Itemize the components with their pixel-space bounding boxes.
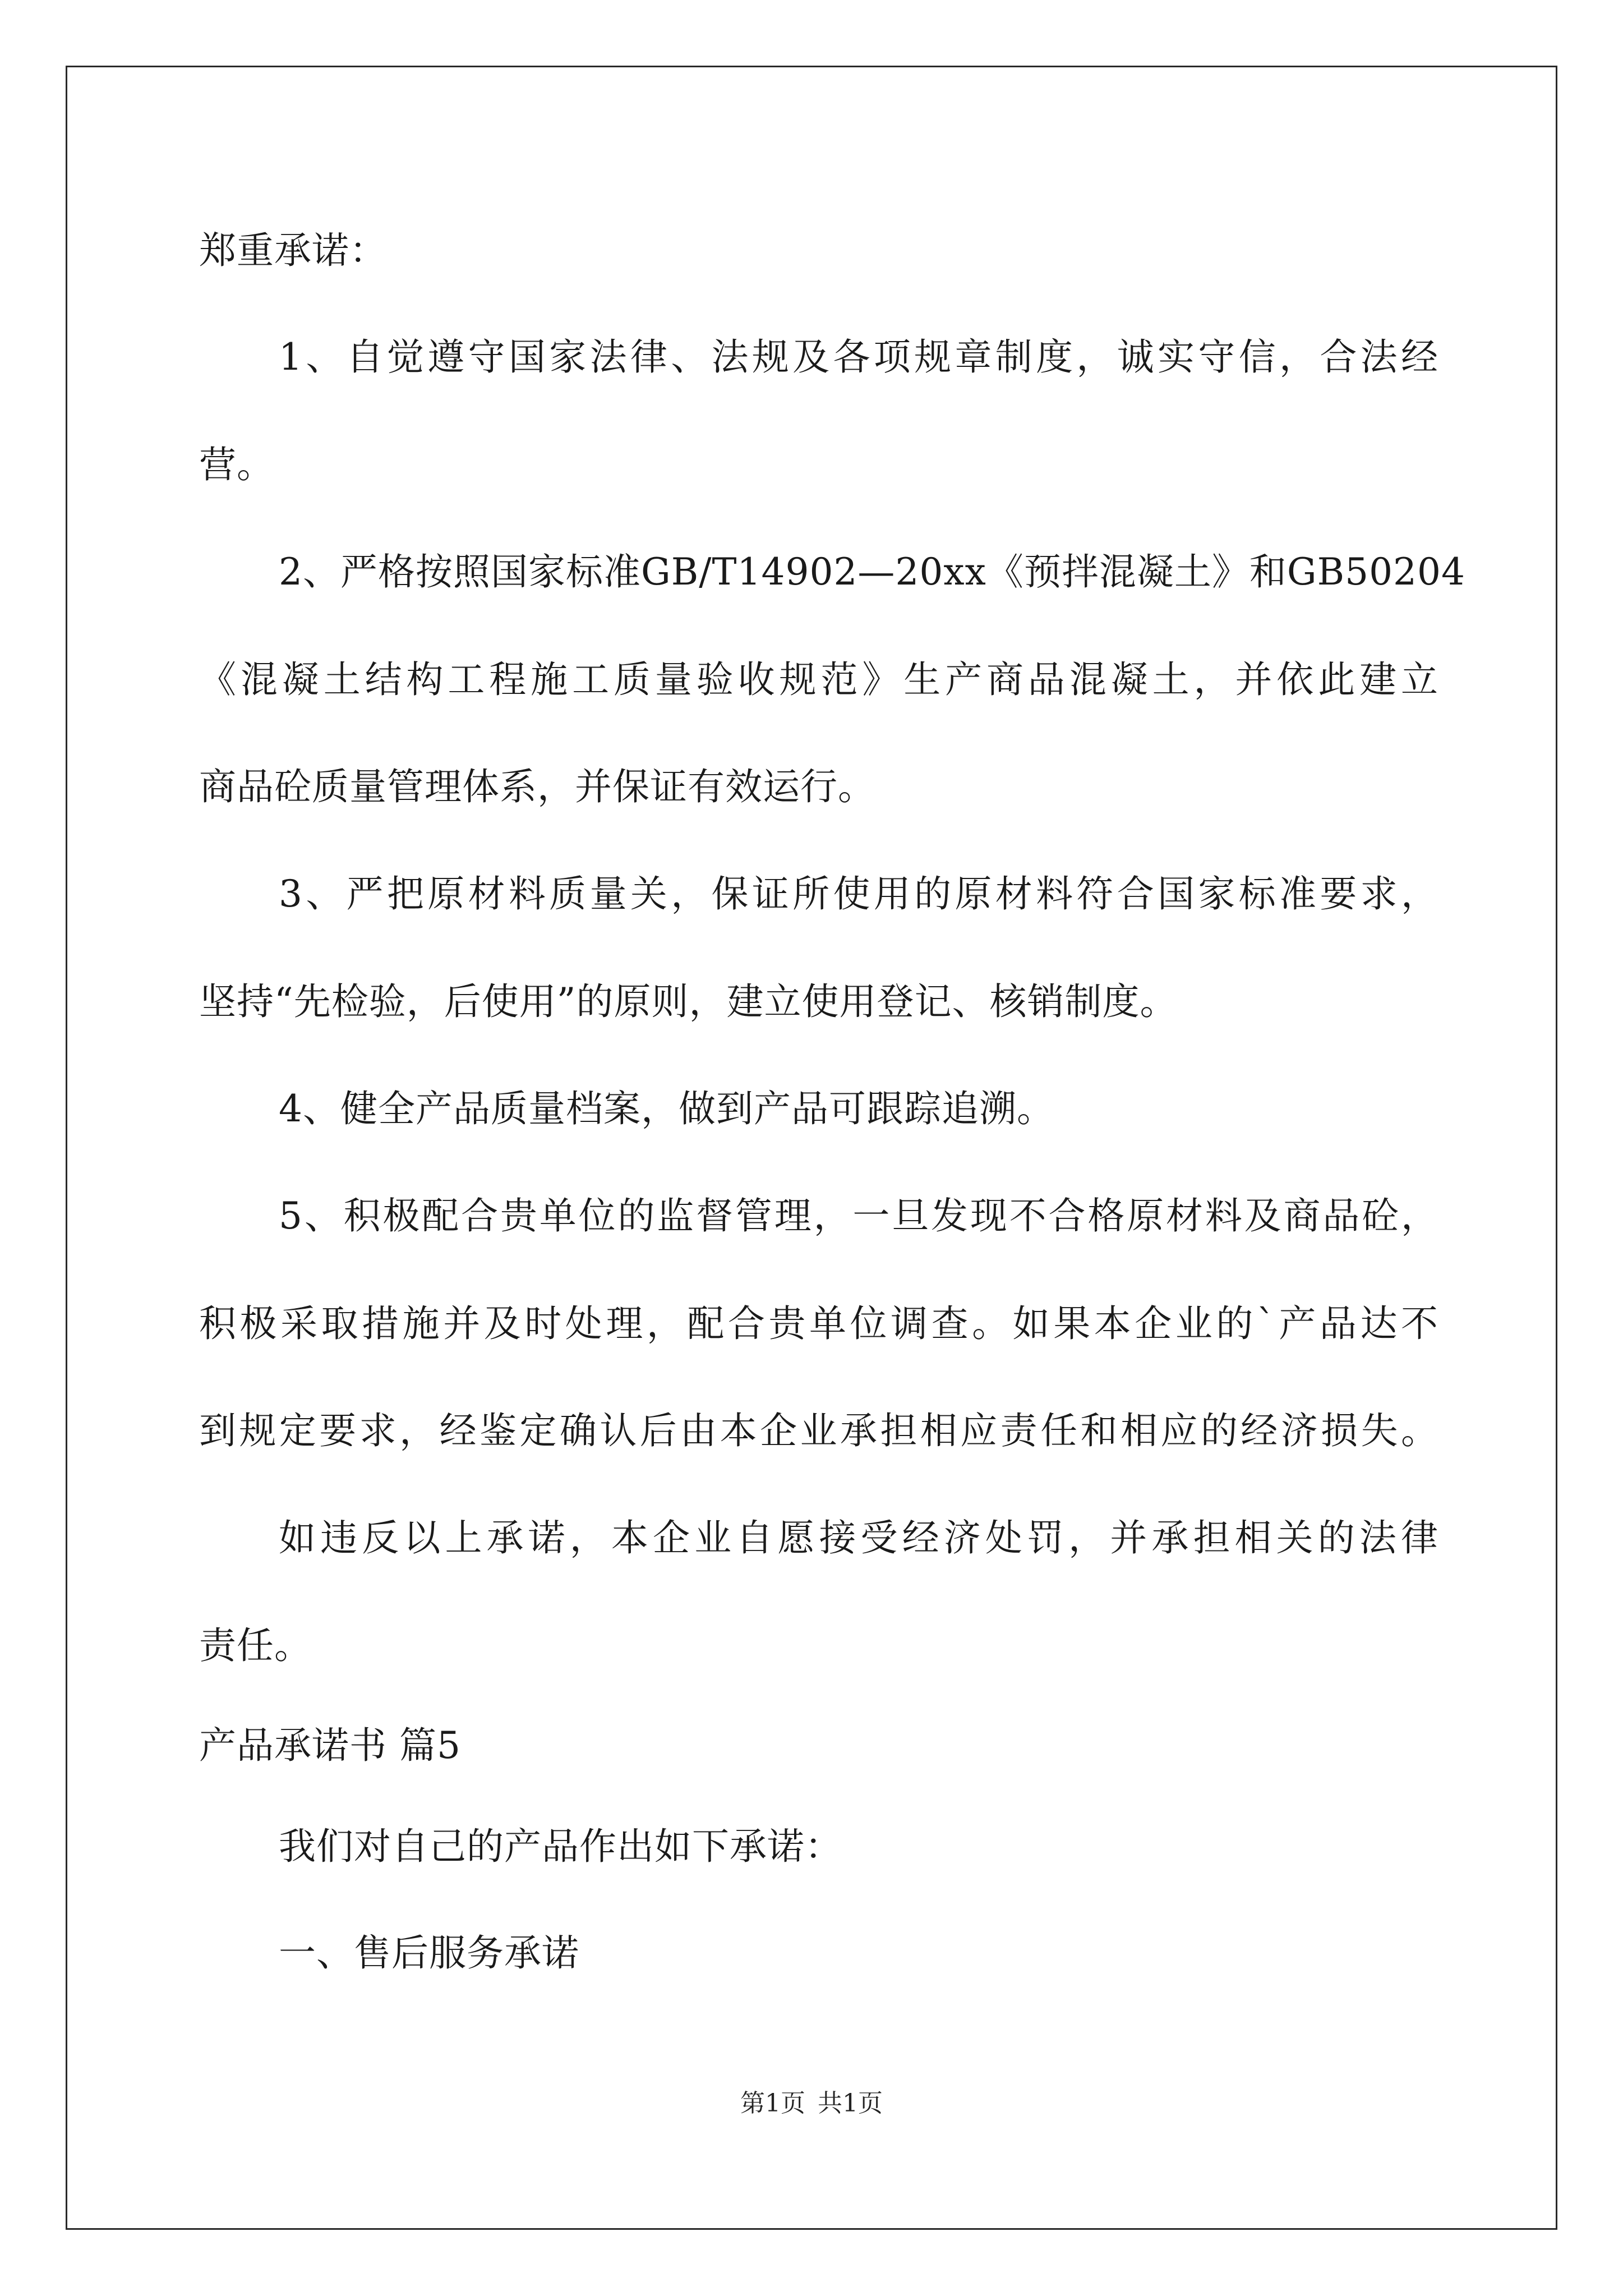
penalty-line-1: 如违反以上承诺，本企业自愿接受经济处罚，并承担相关的法律 — [279, 1516, 1438, 1559]
clause-1-line-2: 营。 — [199, 443, 274, 486]
clause-2-line-2: 《混凝土结构工程施工质量验收规范》生产商品混凝土，并依此建立 — [199, 658, 1438, 701]
penalty-line-2: 责任。 — [199, 1624, 312, 1667]
clause-2-line-1: 2、严格按照国家标准GB/T14902—20xx《预拌混凝土》和GB50204 — [279, 550, 1466, 593]
current-page-label: 第1页 — [740, 2089, 805, 2118]
intro-line: 我们对自己的产品作出如下承诺： — [279, 1825, 842, 1868]
clause-5-line-3: 到规定要求，经鉴定确认后由本企业承担相应责任和相应的经济损失。 — [199, 1409, 1438, 1452]
page-footer — [0, 2087, 1623, 2120]
clause-2-line-3: 商品砼质量管理体系，并保证有效运行。 — [199, 765, 875, 808]
clause-5-line-1: 5、积极配合贵单位的监督管理，一旦发现不合格原材料及商品砼， — [279, 1194, 1438, 1237]
page-border — [66, 66, 1557, 2230]
section-heading: 产品承诺书 篇5 — [199, 1724, 461, 1767]
clause-3-line-1: 3、严把原材料质量关，保证所使用的原材料符合国家标准要求， — [279, 872, 1438, 915]
subheading-after-sales: 一、售后服务承诺 — [279, 1931, 579, 1975]
clause-3-line-2: 坚持“先检验，后使用”的原则，建立使用登记、核销制度。 — [199, 980, 1178, 1023]
clause-1-line-1: 1、自觉遵守国家法律、法规及各项规章制度，诚实守信，合法经 — [279, 335, 1438, 379]
total-pages-label: 共1页 — [818, 2089, 883, 2118]
salutation-line: 郑重承诺： — [199, 229, 387, 272]
clause-4-line-1: 4、健全产品质量档案，做到产品可跟踪追溯。 — [279, 1087, 1054, 1130]
clause-5-line-2: 积极采取措施并及时处理，配合贵单位调查。如果本企业的`产品达不 — [199, 1302, 1438, 1345]
